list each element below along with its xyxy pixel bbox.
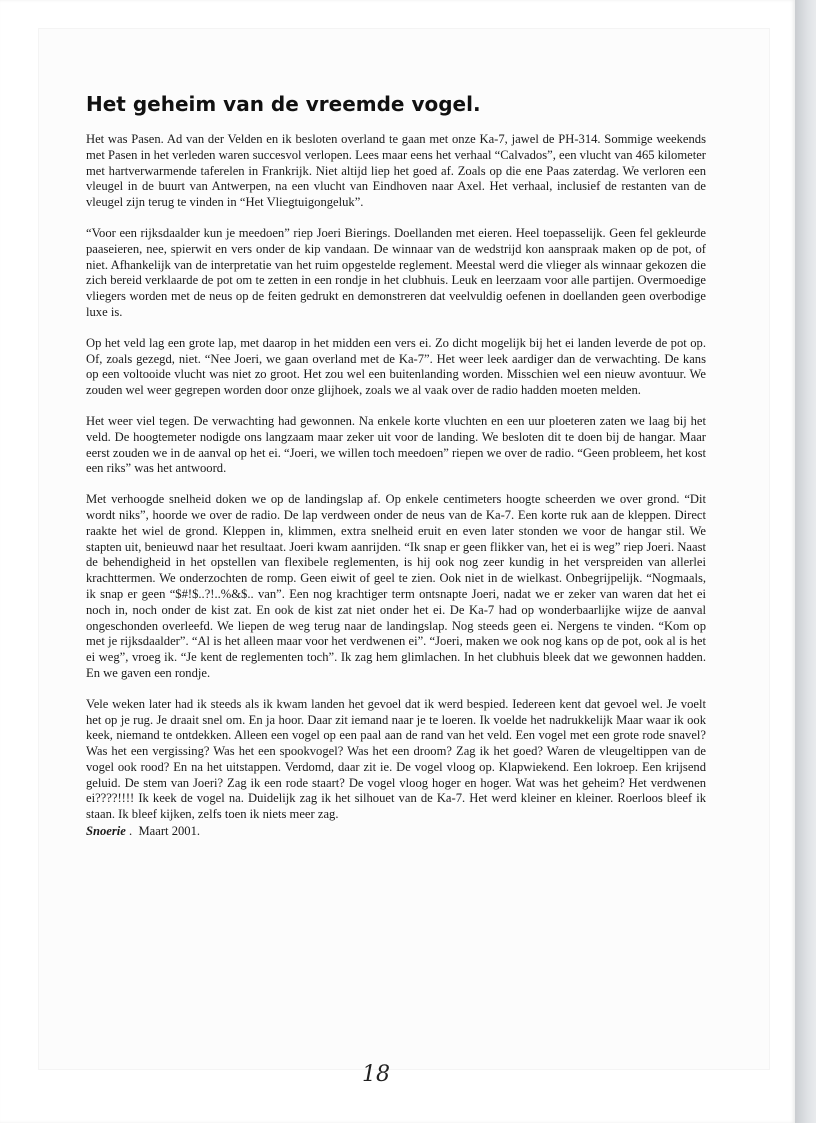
article-date: Maart 2001. [138, 824, 201, 839]
article-title: Het geheim van de vreemde vogel. [86, 92, 481, 116]
article [86, 88, 706, 840]
next-page-edge [795, 0, 816, 1123]
signoff [86, 824, 706, 840]
paragraph-6: Vele weken later had ik steeds als ik kwam landen het gevoel dat ik werd bespied. Iedereen kent dat gevoel wel. Je voelt het op je rug. Je draait snel om. En ja hoor. Daar zit iemand naar je te loeren. Ik voelde het nadrukkelijk Maar waar ik ook keek, niemand te ontdekken. Alleen een vogel op een paal aan de rand van het veld. Een vogel met een grote rode snavel? Was het een vergissing? Was het een spookvogel? Was het een droom? Zag ik het goed? Waren de vleugeltippen van de vogel ook rood? En na het uitstappen. Verdomd, daar zit ie. De vogel vloog op. Klapwiekend. Een lokroep. Een krijsend geluid. De stem van Joeri? Zag ik een rode staart? De vogel vloog hoger en hoger. Wat was het geheim? Het verdwenen ei????!!!! Ik keek de vogel na. Duidelijk zag ik het silhouet van de Ka-7. Het werd kleiner en kleiner. Roerloos bleef ik staan. Ik bleef kijken, zelfs toen ik niets meer zag. [86, 696, 706, 822]
paragraph-5: Met verhoogde snelheid doken we op de landingslap af. Op enkele centimeters hoogte scheerden we over grond. “Dit wordt niks”, hoorde we over de radio. De lap verdween onder de neus van de Ka-7. Een korte ruk aan de kleppen. Direct raakte het wiel de grond. Kleppen in, klimmen, extra snelheid eruit en even later stonden we voor de hangar stil. We stapten uit, benieuwd naar het resultaat. Joeri kwam aanrijden. “Ik snap er geen flikker van, het ei is weg” riep Joeri. Naast de behendigheid in het opstellen van flexibele reglementen, is hij ook nog zeer kundig in het verspreiden van allerlei krachttermen. We onderzochten de romp. Geen eiwit of geel te zien. Ook niet in de wielkast. Onbegrijpelijk. “Nogmaals, ik snap er geen “$#!$..?!..%&$.. van”. Een nog krachtiger term ontsnapte Joeri, nadat we er zeker van waren dat het ei noch in, noch onder de kist zat. En ook de kist zat niet onder het ei. De Ka-7 had op wonderbaarlijke wijze de aanval ongeschonden overleefd. We liepen de weg terug naar de landingslap. Nog steeds geen ei. Nergens te vinden. “Kom op met je rijksdaalder”. “Al is het alleen maar voor het verdwenen ei”. “Joeri, maken we ook nog kans op de pot, ook al is het ei weg”, vroeg ik. “Je kent de reglementen toch”. Ik zag hem glimlachen. In het clubhuis bleek dat we gewonnen hadden. En we gaven een rondje. [86, 492, 706, 680]
paragraph-1: Het was Pasen. Ad van der Velden en ik besloten overland te gaan met onze Ka-7, jawel de PH-314. Sommige weekends met Pasen in het verleden waren succesvol verlopen. Lees maar eens het verhaal “Calvados”, een vlucht van 465 kilometer met hartverwarmende taferelen in Frankrijk. Niet altijd liep het goed af. Zoals op die ene Paas zaterdag. We verloren een vleugel in de buurt van Antwerpen, na een vlucht van Eindhoven naar Axel. Het verhaal, inclusief de restanten van de vleugel zijn terug te vinden in “Het Vliegtuigongeluk”. [86, 132, 706, 210]
author-name: Snoerie [86, 824, 126, 839]
paragraph-3: Op het veld lag een grote lap, met daarop in het midden een vers ei. Zo dicht mogelijk bij het ei landen leverde de pot op. Of, zoals gezegd, niet. “Nee Joeri, we gaan overland met de Ka-7”. Het weer leek aardiger dan de verwachting. De kans op een voltooide vlucht was niet zo groot. Het zou wel een buitenlanding worden. Misschien wel een nieuw avontuur. We zouden wel weer gegrepen worden door onze glijhoek, zoals we al vaak over de radio hadden moeten melden. [86, 335, 706, 398]
signoff-separator: . [125, 824, 139, 839]
paragraph-4: Het weer viel tegen. De verwachting had gewonnen. Na enkele korte vluchten en een uur ploeteren zaten we laag bij het veld. De hoogtemeter nodigde ons langzaam maar zeker uit voor de landing. We besloten dit te doen bij de hangar. Maar eerst zouden we in de aanval op het ei. “Joeri, we willen toch meedoen” riepen we over de radio. “Geen probleem, het kost een riks” was het antwoord. [86, 413, 706, 476]
paragraph-2: “Voor een rijksdaalder kun je meedoen” riep Joeri Bierings. Doellanden met eieren. Heel toepasselijk. Geen fel gekleurde paaseieren, nee, spierwit en vers onder de kip vandaan. De winnaar van de wedstrijd kon aanspraak maken op de pot, of niet. Afhankelijk van de interpretatie van het ruim opgestelde reglement. Meestal werd die vlieger als winnaar gekozen die zich bereid verklaarde de pot om te zetten in een rondje in het clubhuis. Leuk en leerzaam voor alle partijen. Overmoedige vliegers worden met de neus op de feiten gedrukt en demonstreren dat veelvuldig oefenen in doellanden geen overbodige luxe is. [86, 225, 706, 319]
page-number: 18 [362, 1062, 390, 1087]
